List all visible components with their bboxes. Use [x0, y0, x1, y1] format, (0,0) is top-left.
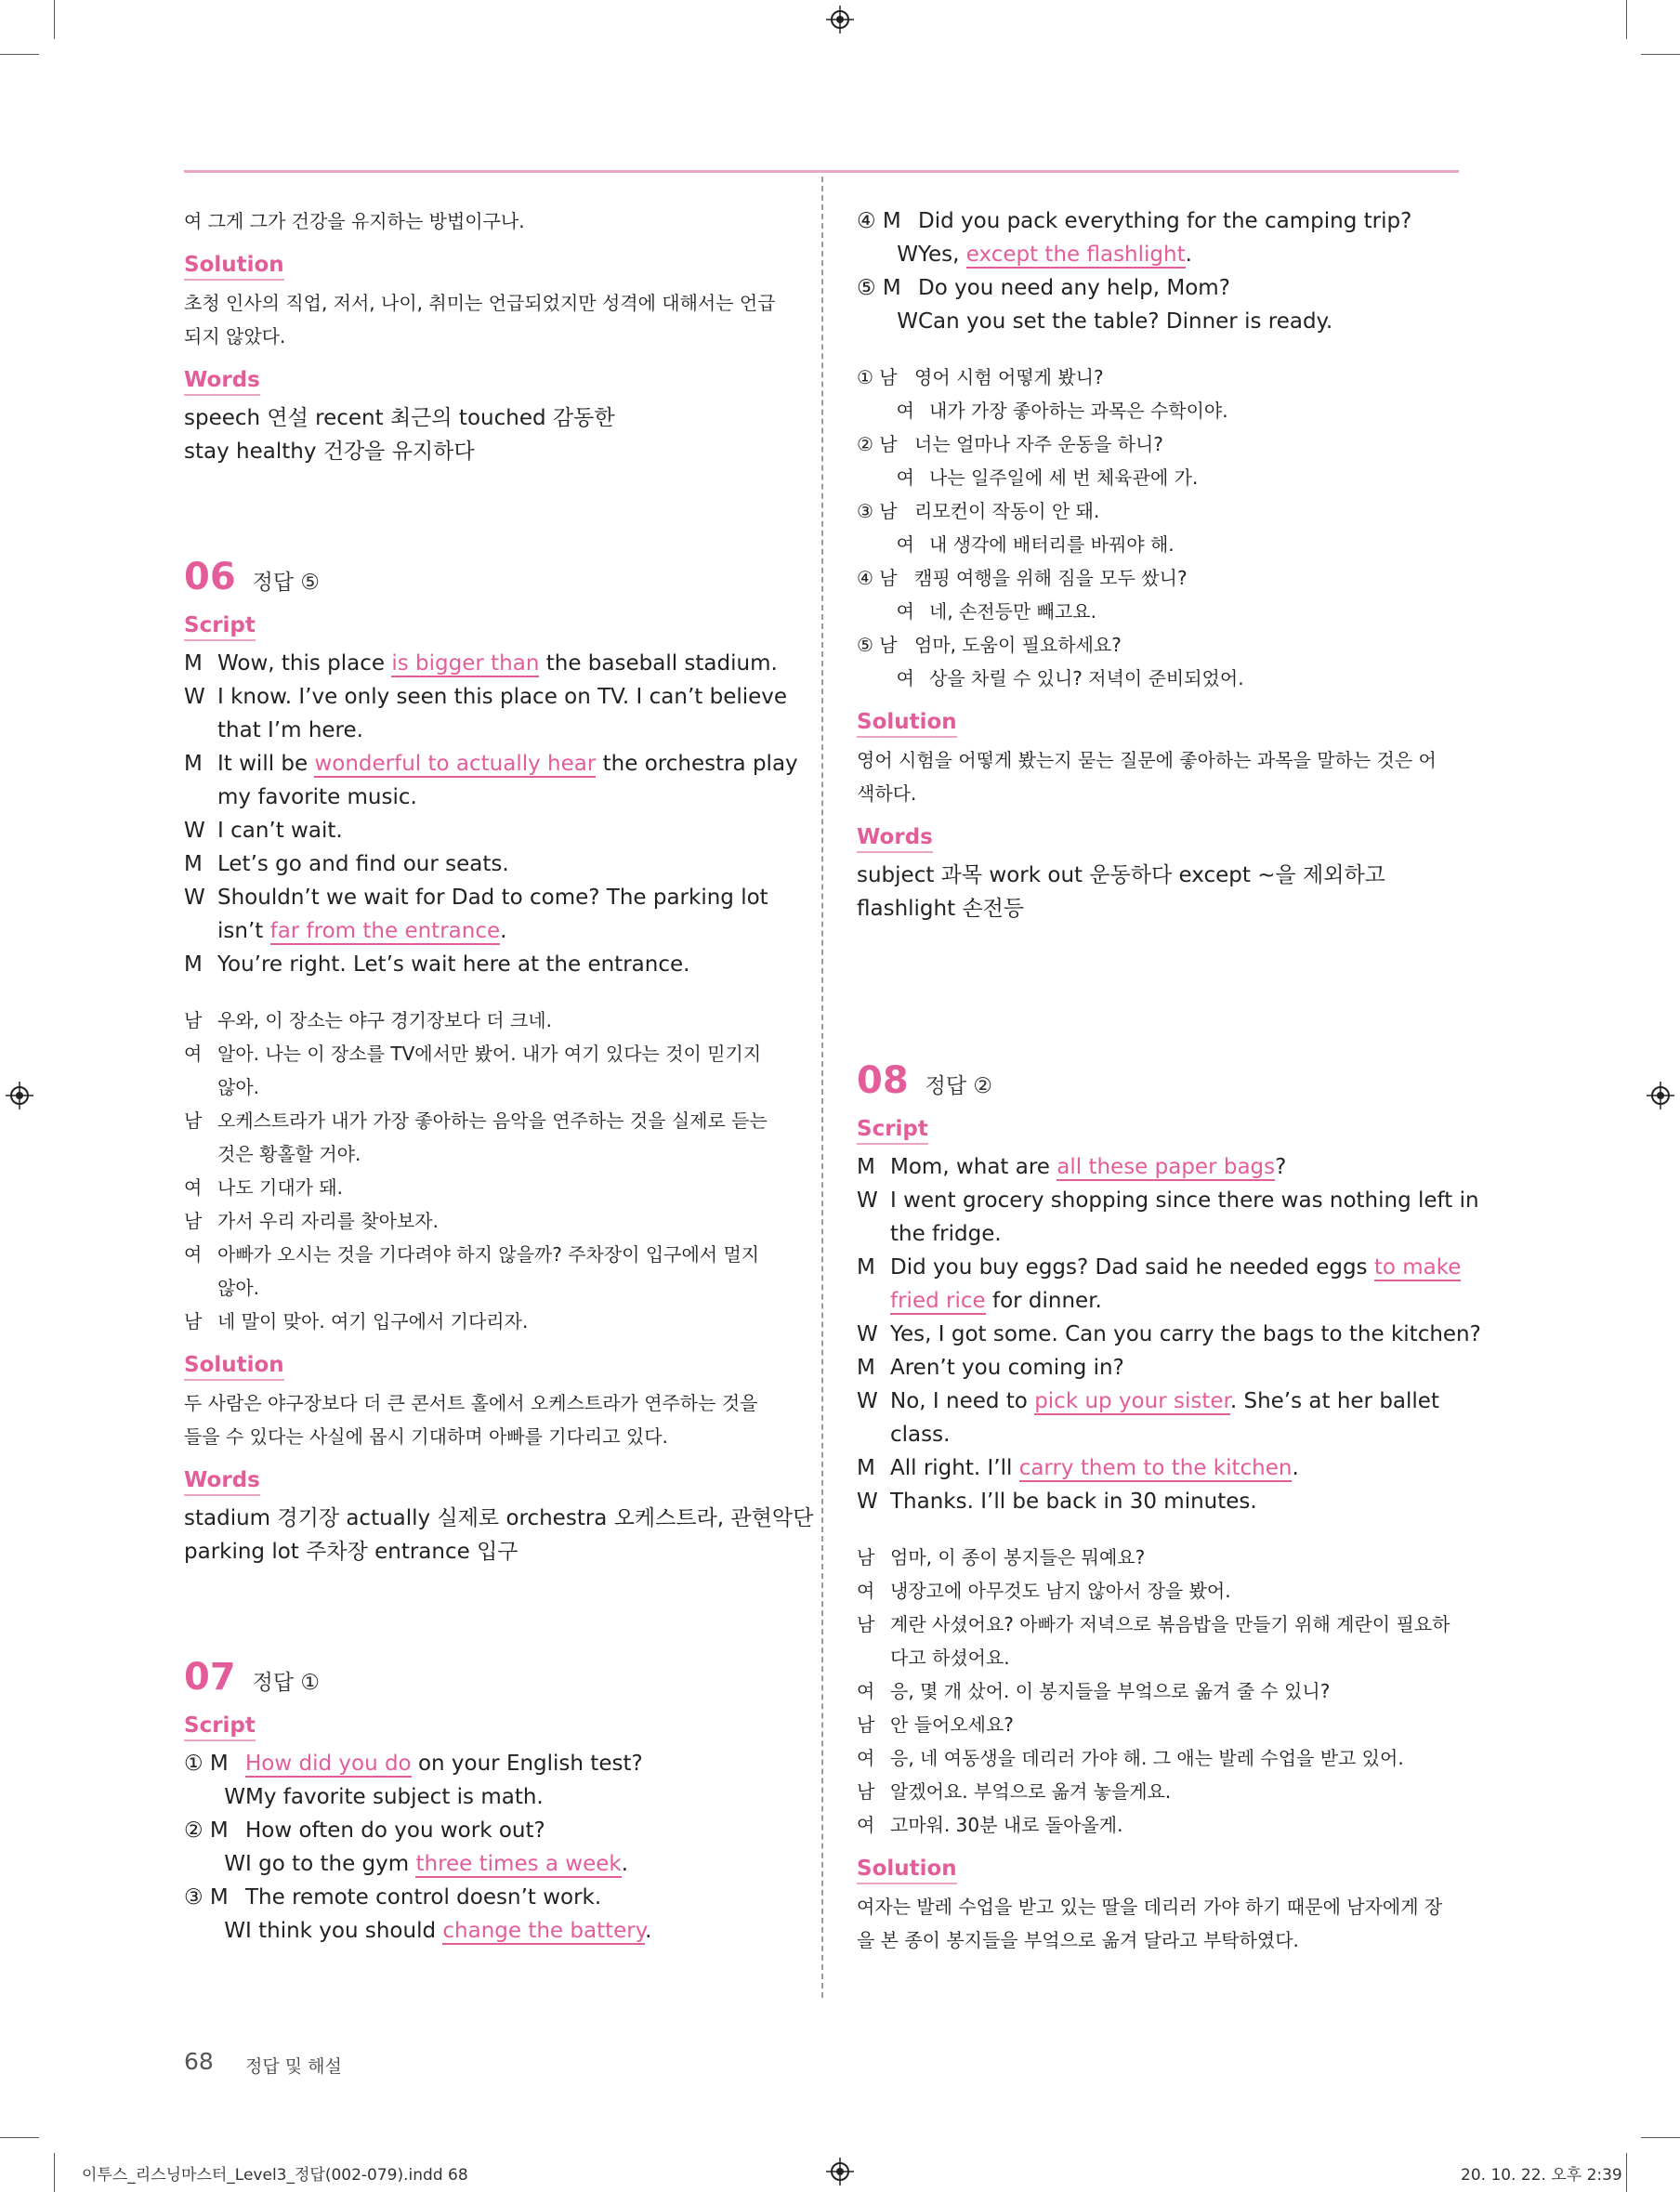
solution-heading: Solution	[184, 1351, 284, 1381]
crop-mark	[1626, 2153, 1627, 2192]
script-line: the fridge.	[890, 1222, 1002, 1246]
words-heading: Words	[857, 823, 933, 853]
script-line: ⑤ M Do you need any help, Mom?	[857, 276, 1230, 300]
crop-mark	[1626, 0, 1627, 39]
korean-text: 캠핑 여행을 위해 짐을 모두 쌌니?	[914, 567, 1188, 589]
korean-speaker: 여	[184, 1243, 203, 1266]
korean-text: 리모컨이 작동이 안 돼.	[914, 500, 1100, 522]
words-line: stay healthy 건강을 유지하다	[184, 440, 475, 464]
script-line: isn’t far from the entrance.	[217, 919, 507, 943]
solution-text-line: 들을 수 있다는 사실에 몹시 기대하며 아빠를 기다리고 있다.	[184, 1425, 668, 1448]
korean-speaker: 여	[184, 1176, 203, 1199]
korean-speaker: 여	[896, 400, 914, 422]
korean-translation	[857, 1541, 1459, 1842]
korean-speaker: 남	[857, 1713, 875, 1736]
registration-mark-icon	[826, 6, 854, 33]
korean-speaker: ② 남	[857, 433, 898, 455]
korean-speaker: ① 남	[857, 366, 898, 388]
korean-text: 엄마, 도움이 필요하세요?	[914, 634, 1122, 656]
korean-line	[857, 1808, 1459, 1842]
words-line: subject 과목 work out 운동하다 except ~을 제외하고	[857, 863, 1385, 887]
korean-speaker: ③ 남	[857, 500, 898, 522]
script-line: W I can’t wait.	[184, 819, 343, 843]
korean-speaker: 여	[896, 533, 914, 556]
korean-text: 알아. 나는 이 장소를 TV에서만 봤어. 내가 여기 있다는 것이 믿기지	[217, 1043, 762, 1065]
question-number: 06	[184, 556, 236, 598]
korean-text: 알겠어요. 부엌으로 옮겨 놓을게요.	[890, 1780, 1172, 1803]
korean-line	[184, 1171, 786, 1204]
question-number: 08	[857, 1059, 909, 1102]
korean-line	[857, 1541, 1459, 1574]
korean-line	[857, 1574, 1459, 1608]
korean-line	[857, 662, 1459, 695]
korean-text: 상을 차릴 수 있니? 저녁이 준비되었어.	[929, 667, 1244, 689]
script-line: that I’m here.	[217, 718, 363, 742]
korean-line	[857, 561, 1459, 595]
script-line: M Aren’t you coming in?	[857, 1356, 1124, 1380]
page-label: 정답 및 해설	[245, 2056, 342, 2077]
intro-korean: 여 그게 그가 건강을 유지하는 방법이구나.	[184, 210, 525, 232]
print-date: 20. 10. 22. 오후 2:39	[1461, 2166, 1622, 2185]
korean-text: 우와, 이 장소는 야구 경기장보다 더 크네.	[217, 1009, 552, 1031]
print-slug: 이투스_리스닝마스터_Level3_정답(002-079).indd 68	[82, 2166, 468, 2185]
solution-text-line: 두 사람은 야구장보다 더 큰 콘서트 홀에서 오케스트라가 연주하는 것을	[184, 1392, 758, 1414]
answer-label: 정답 ②	[925, 1074, 993, 1098]
korean-text: 고마워. 30분 내로 돌아올게.	[890, 1814, 1123, 1836]
korean-speaker: ⑤ 남	[857, 634, 898, 656]
right-column	[857, 204, 1481, 1957]
korean-line	[857, 1708, 1459, 1741]
question-08-header	[857, 1059, 1459, 1102]
script-line: W I went grocery shopping since there was nothing left in	[857, 1188, 1479, 1213]
left-column	[184, 204, 814, 1948]
korean-line	[857, 361, 1459, 394]
header-rule	[184, 170, 1459, 173]
script-line: fried rice for dinner.	[890, 1289, 1102, 1313]
korean-text: 오케스트라가 내가 가장 좋아하는 음악을 연주하는 것을 실제로 듣는	[217, 1109, 768, 1132]
script-line: M All right. I’ll carry them to the kitchen.	[857, 1456, 1299, 1480]
korean-line	[857, 1608, 1459, 1641]
script-line: ④ M Did you pack everything for the camping trip?	[857, 209, 1412, 233]
korean-line	[857, 461, 1459, 494]
script-line: W Thanks. I’ll be back in 30 minutes.	[857, 1490, 1257, 1514]
script-line: WMy favorite subject is math.	[224, 1785, 544, 1809]
script-line: class.	[890, 1423, 951, 1447]
korean-text: 영어 시험 어떻게 봤니?	[914, 366, 1104, 388]
korean-speaker: 남	[184, 1310, 203, 1332]
script-line: WI go to the gym three times a week.	[224, 1852, 629, 1876]
korean-speaker: 여	[896, 667, 914, 689]
korean-speaker: 남	[184, 1210, 203, 1232]
korean-line	[184, 1070, 786, 1104]
script-line: ② M How often do you work out?	[184, 1818, 545, 1843]
script-line: W Shouldn’t we wait for Dad to come? The parking lot	[184, 886, 768, 910]
solution-text-line: 색하다.	[857, 782, 917, 805]
korean-speaker: 남	[184, 1109, 203, 1132]
korean-speaker: 여	[857, 1814, 875, 1836]
korean-text: 나도 기대가 돼.	[217, 1176, 343, 1199]
korean-speaker: 여	[857, 1747, 875, 1769]
korean-speaker: 남	[857, 1613, 875, 1635]
korean-text: 나는 일주일에 세 번 체육관에 가.	[929, 466, 1199, 489]
korean-text: 너는 얼마나 자주 운동을 하니?	[914, 433, 1163, 455]
script-line: M You’re right. Let’s wait here at the entrance.	[184, 952, 690, 977]
question-06-header	[184, 556, 786, 598]
korean-speaker: 여	[857, 1580, 875, 1602]
korean-line	[184, 1204, 786, 1238]
registration-mark-icon	[6, 1082, 33, 1109]
words-heading: Words	[184, 366, 260, 396]
korean-text: 응, 몇 개 샀어. 이 봉지들을 부엌으로 옮겨 줄 수 있니?	[890, 1680, 1331, 1702]
solution-heading: Solution	[857, 708, 957, 738]
column-divider	[821, 177, 823, 1998]
korean-line	[184, 1238, 786, 1271]
korean-line	[184, 1037, 786, 1070]
korean-line	[184, 1004, 786, 1037]
crop-mark	[1641, 54, 1680, 55]
solution-text-line: 초청 인사의 직업, 저서, 나이, 취미는 언급되었지만 성격에 대해서는 언급	[184, 292, 776, 314]
script-line: W No, I need to pick up your sister. She’s at her ballet	[857, 1389, 1439, 1413]
solution-heading: Solution	[184, 251, 284, 281]
question-07-header	[184, 1656, 786, 1699]
korean-text: 엄마, 이 종이 봉지들은 뭐예요?	[890, 1546, 1146, 1569]
korean-speaker: 남	[184, 1009, 203, 1031]
crop-mark	[0, 54, 39, 55]
korean-line	[857, 1741, 1459, 1775]
script-line: my favorite music.	[217, 785, 417, 809]
script-line: M Wow, this place is bigger than the baseball stadium.	[184, 651, 778, 676]
korean-speaker: 여	[896, 600, 914, 623]
korean-line	[857, 394, 1459, 427]
korean-speaker: 남	[857, 1546, 875, 1569]
korean-speaker: 여	[184, 1043, 203, 1065]
crop-mark	[0, 2137, 39, 2138]
script-line: W Yes, I got some. Can you carry the bags to the kitchen?	[857, 1322, 1481, 1346]
korean-text: 않아.	[217, 1277, 259, 1299]
answer-label: 정답 ⑤	[252, 571, 321, 595]
words-line: flashlight 손전등	[857, 897, 1025, 921]
korean-speaker: 여	[857, 1680, 875, 1702]
korean-text: 다고 하셨어요.	[890, 1647, 1010, 1669]
korean-line	[857, 595, 1459, 628]
korean-line	[184, 1137, 786, 1171]
script-line: WYes, except the flashlight.	[897, 243, 1192, 267]
solution-text-line: 을 본 종이 봉지들을 부엌으로 옮겨 달라고 부탁하였다.	[857, 1929, 1299, 1951]
korean-text: 가서 우리 자리를 찾아보자.	[217, 1210, 439, 1232]
registration-mark-icon	[1647, 1082, 1674, 1109]
script-heading: Script	[184, 611, 256, 641]
solution-text-line: 영어 시험을 어떻게 봤는지 묻는 질문에 좋아하는 과목을 말하는 것은 어	[857, 749, 1437, 771]
korean-line	[857, 427, 1459, 461]
korean-line	[184, 1104, 786, 1137]
script-line: ③ M The remote control doesn’t work.	[184, 1885, 602, 1910]
korean-text: 냉장고에 아무것도 남지 않아서 장을 봤어.	[890, 1580, 1231, 1602]
script-line: M Mom, what are all these paper bags?	[857, 1155, 1287, 1179]
korean-text: 것은 황홀할 거야.	[217, 1143, 361, 1165]
crop-mark	[54, 0, 55, 39]
script-line: WI think you should change the battery.	[224, 1919, 652, 1943]
korean-line	[857, 528, 1459, 561]
korean-text: 네, 손전등만 빼고요.	[929, 600, 1096, 623]
crop-mark	[1641, 2137, 1680, 2138]
korean-translation	[857, 361, 1459, 695]
script-line: M Did you buy eggs? Dad said he needed eggs to make	[857, 1255, 1462, 1280]
korean-line	[857, 628, 1459, 662]
solution-text-line: 되지 않았다.	[184, 325, 286, 348]
words-line: speech 연설 recent 최근의 touched 감동한	[184, 406, 615, 430]
korean-text: 계란 사셨어요? 아빠가 저녁으로 볶음밥을 만들기 위해 계란이 필요하	[890, 1613, 1450, 1635]
script-line: M Let’s go and find our seats.	[184, 852, 509, 876]
korean-text: 네 말이 맞아. 여기 입구에서 기다리자.	[217, 1310, 529, 1332]
answer-label: 정답 ①	[252, 1671, 321, 1695]
solution-text-line: 여자는 발레 수업을 받고 있는 딸을 데리러 가야 하기 때문에 남자에게 장	[857, 1896, 1443, 1918]
korean-line	[184, 1305, 786, 1338]
korean-text: 아빠가 오시는 것을 기다려야 하지 않을까? 주차장이 입구에서 멀지	[217, 1243, 760, 1266]
script-line: ① M How did you do on your English test?	[184, 1752, 643, 1776]
korean-speaker: 여	[896, 466, 914, 489]
script-heading: Script	[857, 1115, 928, 1145]
words-line: stadium 경기장 actually 실제로 orchestra 오케스트라, 관현악단	[184, 1506, 814, 1530]
korean-text: 내가 가장 좋아하는 과목은 수학이야.	[929, 400, 1228, 422]
korean-speaker: ④ 남	[857, 567, 898, 589]
script-line: M It will be wonderful to actually hear the orchestra play	[184, 752, 798, 776]
script-heading: Script	[184, 1712, 256, 1741]
korean-line	[857, 1674, 1459, 1708]
words-heading: Words	[184, 1466, 260, 1496]
words-line: parking lot 주차장 entrance 입구	[184, 1540, 518, 1564]
page-number: 68	[184, 2048, 214, 2075]
script-line: W I know. I’ve only seen this place on TV. I can’t believe	[184, 685, 788, 709]
korean-translation	[184, 1004, 786, 1338]
script-line: WCan you set the table? Dinner is ready.	[897, 309, 1333, 334]
korean-speaker: 남	[857, 1780, 875, 1803]
korean-line	[857, 494, 1459, 528]
korean-text: 응, 네 여동생을 데리러 가야 해. 그 애는 발레 수업을 받고 있어.	[890, 1747, 1404, 1769]
korean-text: 안 들어오세요?	[890, 1713, 1014, 1736]
solution-heading: Solution	[857, 1855, 957, 1884]
registration-mark-icon	[826, 2158, 854, 2185]
korean-line	[184, 1271, 786, 1305]
korean-text: 않아.	[217, 1076, 259, 1098]
crop-mark	[54, 2153, 55, 2192]
question-number: 07	[184, 1656, 236, 1699]
korean-line	[857, 1641, 1459, 1674]
korean-text: 내 생각에 배터리를 바꿔야 해.	[929, 533, 1175, 556]
korean-line	[857, 1775, 1459, 1808]
